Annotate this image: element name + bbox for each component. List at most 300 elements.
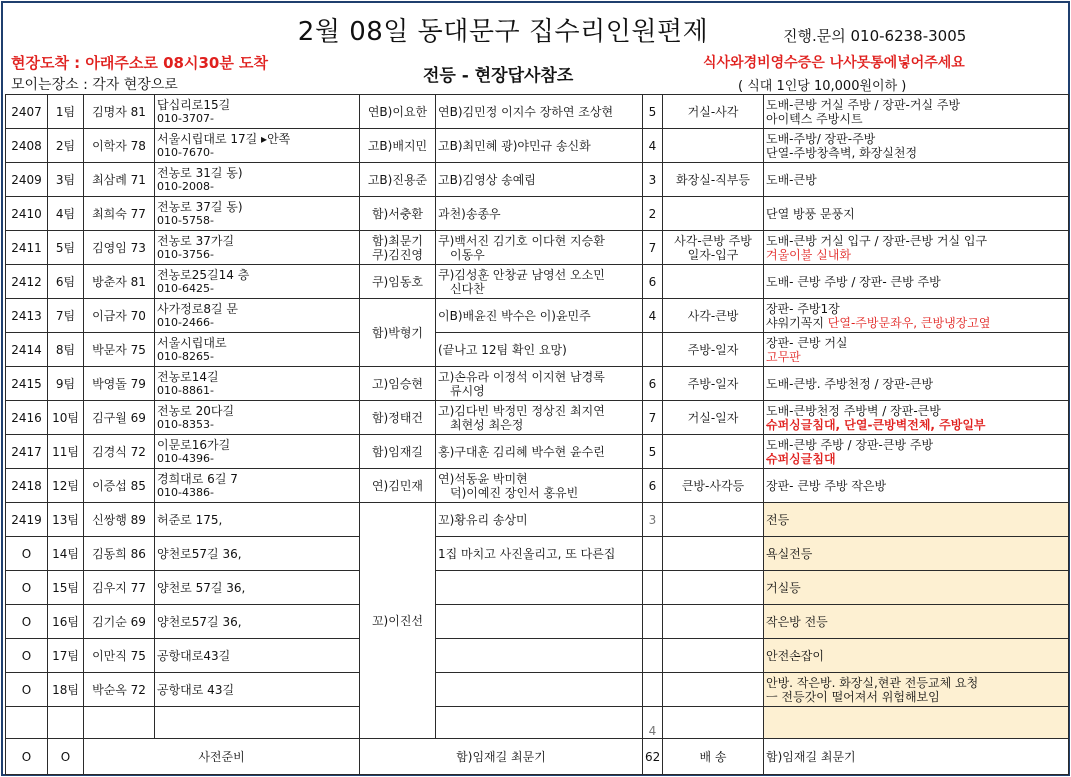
delivery-staff: [764, 739, 1069, 775]
members-cell: [436, 707, 643, 739]
leader-cell: [360, 197, 436, 231]
team-cell: [48, 605, 84, 639]
location-cell: [663, 163, 764, 197]
members-cell-text: 쿠)백서진 김기호 이다현 지승환: [438, 233, 605, 248]
team-cell: [48, 95, 84, 129]
address-cell-text: 전농로25길14 층: [157, 267, 250, 282]
address-cell-text: 서울시립대로 17길 ▸안쪽: [157, 131, 291, 146]
leader-cell: [360, 299, 436, 367]
location-cell-text: 사각-큰방 주방: [674, 233, 752, 248]
members-cell-text: 연)석동윤 박미현: [438, 471, 528, 486]
work-cell-text: 도배-주방/ 장판-주방: [766, 131, 876, 146]
work-cell-text: 작은방 전등: [766, 614, 828, 629]
work-cell-text: 단열-주방문좌우, 큰방냉장고옆: [827, 315, 991, 330]
row-number: [6, 299, 48, 333]
row-number-text: 2413: [11, 308, 42, 323]
count-cell: [643, 571, 663, 605]
members-cell-text: 이동우: [450, 247, 485, 262]
team-cell: [48, 435, 84, 469]
count-cell: [643, 401, 663, 435]
count-cell: [643, 605, 663, 639]
table-row: [6, 673, 1069, 707]
prep-label: [84, 739, 360, 775]
count-cell-text: 4: [648, 724, 657, 738]
work-cell-text: 단열-주방창측벽, 화장실천정: [766, 145, 918, 160]
work-cell-text: 겨울이불 실내화: [766, 247, 851, 262]
leader-cell-text: 고B)진용준: [367, 172, 428, 187]
leader-cell-text: 쿠)김진영: [371, 247, 424, 262]
location-cell: [663, 571, 764, 605]
address-cell-text: 010-4386-: [157, 485, 214, 499]
row-number-text: 2416: [11, 410, 42, 425]
members-cell: [436, 333, 643, 367]
team-cell-text: 1팀: [55, 104, 76, 119]
work-cell-text: 안전손잡이: [766, 648, 824, 663]
team-cell-text: 6팀: [55, 274, 76, 289]
address-cell: [155, 401, 360, 435]
resident-cell: [84, 537, 155, 571]
count-cell: [643, 537, 663, 571]
work-cell: [764, 605, 1069, 639]
count-cell: [643, 231, 663, 265]
sheet-frame: [1, 1, 1070, 776]
leader-cell-text: 고)임승현: [371, 376, 424, 391]
meal-note: ( 식대 1인당 10,000원이하 ): [738, 79, 907, 94]
members-cell: [436, 299, 643, 333]
empty-cell: [6, 707, 48, 739]
location-cell-text: 거실-일자: [687, 410, 739, 425]
location-cell-text: 큰방-사각등: [681, 478, 745, 493]
address-cell: [155, 197, 360, 231]
members-cell-text: 홍)구대훈 김리혜 박수현 윤수린: [438, 444, 605, 459]
table-row: [6, 503, 1069, 537]
count-cell-text: 6: [648, 376, 657, 391]
row-number: [6, 197, 48, 231]
team-cell: [48, 673, 84, 707]
members-cell-text: 연B)김민정 이지수 장하연 조상현: [438, 104, 614, 119]
leader-cell-text: 연)김민재: [371, 478, 424, 493]
table-row: [6, 265, 1069, 299]
empty-cell: [155, 707, 360, 739]
row-number: [6, 401, 48, 435]
team-cell: [48, 163, 84, 197]
resident-cell: [84, 503, 155, 537]
table-row: [6, 639, 1069, 673]
table-row: [6, 537, 1069, 571]
location-cell: [663, 129, 764, 163]
leader-cell: [360, 265, 436, 299]
location-cell: [663, 503, 764, 537]
resident-cell: [84, 163, 155, 197]
count-cell-text: 5: [648, 444, 657, 459]
resident-cell-text: 박영돌 79: [92, 376, 146, 391]
resident-cell: [84, 673, 155, 707]
members-cell: [436, 401, 643, 435]
members-cell: [436, 469, 643, 503]
members-cell: [436, 367, 643, 401]
count-cell-text: 7: [648, 410, 657, 425]
table-row: [6, 299, 1069, 333]
members-cell: [436, 265, 643, 299]
row-number-text: 2411: [11, 240, 42, 255]
members-cell-text: 과천)송종우: [438, 206, 501, 221]
work-cell-text: 안방. 작은방. 화장실,현관 전등교체 요청: [766, 675, 979, 690]
row-number-text: 2412: [11, 274, 42, 289]
work-cell: [764, 299, 1069, 333]
work-cell-text: ㅡ 전등갓이 떨어져서 위험해보임: [766, 689, 940, 704]
members-cell: [436, 673, 643, 707]
address-cell-text: 010-7670-: [157, 145, 214, 159]
team-cell-text: 16팀: [52, 614, 79, 629]
row-number: [6, 265, 48, 299]
work-cell: [764, 401, 1069, 435]
address-cell: [155, 333, 360, 367]
row-number-text: O: [21, 682, 32, 697]
row-number-text: O: [21, 648, 32, 663]
row-number: [6, 367, 48, 401]
row-number: [6, 571, 48, 605]
location-cell: [663, 95, 764, 129]
members-cell-text: 1집 마치고 사진올리고, 또 다른집: [438, 546, 616, 561]
footer-mark: [6, 739, 48, 775]
leader-cell: [360, 503, 436, 739]
row-number-text: 2414: [11, 342, 42, 357]
count-cell: [643, 163, 663, 197]
leader-cell: [360, 367, 436, 401]
work-cell: [764, 435, 1069, 469]
count-cell: [643, 95, 663, 129]
leader-cell: [360, 231, 436, 265]
work-cell: [764, 673, 1069, 707]
resident-cell: [84, 367, 155, 401]
work-cell: [764, 469, 1069, 503]
members-cell-text: (끝나고 12팀 확인 요망): [438, 342, 567, 357]
members-cell-text: 고)손유라 이정석 이지현 남경록: [438, 369, 605, 384]
row-number-text: 2410: [11, 206, 42, 221]
resident-cell: [84, 231, 155, 265]
members-cell-text: 쿠)김성훈 안창균 남영선 오소민: [438, 267, 605, 282]
count-cell-text: 4: [648, 308, 657, 323]
location-cell-text: 거실-사각: [687, 104, 739, 119]
table-row: [6, 571, 1069, 605]
address-cell-text: 이문로16가길: [157, 437, 231, 452]
address-cell: [155, 605, 360, 639]
team-cell: [48, 197, 84, 231]
table-row: [6, 95, 1069, 129]
address-cell-text: 전농로 31길 동): [157, 165, 243, 180]
location-cell: [663, 639, 764, 673]
address-cell-text: 공항대로 43길: [157, 682, 235, 697]
address-cell-text: 010-2008-: [157, 179, 214, 193]
row-number: [6, 95, 48, 129]
address-cell-text: 010-5758-: [157, 213, 214, 227]
work-cell-text: 도배-큰방 주방 / 장판-큰방 주방: [766, 437, 934, 452]
resident-cell-text: 김기순 69: [92, 614, 146, 629]
resident-cell: [84, 95, 155, 129]
work-cell: [764, 231, 1069, 265]
location-cell: [663, 367, 764, 401]
leader-cell-text: 함)정태건: [371, 410, 424, 425]
delivery-label-text: 배 송: [699, 749, 727, 764]
work-cell-text: 고무판: [766, 349, 801, 364]
location-cell: [663, 605, 764, 639]
address-cell-text: 010-2466-: [157, 315, 214, 329]
resident-cell: [84, 469, 155, 503]
count-cell: [643, 503, 663, 537]
delivery-label: [663, 739, 764, 775]
row-number-text: O: [21, 580, 32, 595]
team-cell-text: 18팀: [52, 682, 79, 697]
count-cell: [643, 299, 663, 333]
team-cell-text: 10팀: [52, 410, 79, 425]
row-number: [6, 129, 48, 163]
resident-cell-text: 이금자 70: [92, 308, 146, 323]
subtitle: 전등 - 현장답사참조: [423, 66, 574, 86]
work-cell-text: 도배-큰방천정 주방벽 / 장판-큰방: [766, 403, 941, 418]
count-cell: [643, 639, 663, 673]
location-cell-text: 주방-일자: [687, 376, 739, 391]
row-number-text: 2407: [11, 104, 42, 119]
members-cell: [436, 571, 643, 605]
team-cell: [48, 503, 84, 537]
count-cell: [643, 333, 663, 367]
prep-label-text: 사전준비: [198, 749, 245, 764]
empty-cell: [84, 707, 155, 739]
row-number-text: O: [21, 546, 32, 561]
resident-cell-text: 김명자 81: [92, 104, 146, 119]
team-cell-text: 2팀: [55, 138, 76, 153]
location-cell-text: 화장실-직부등: [676, 172, 750, 187]
leader-cell-text: 연B)이요한: [367, 104, 428, 119]
work-cell-text: 샤워기꼭지: [766, 315, 828, 330]
row-number-text: O: [21, 614, 32, 629]
location-cell-text: 사각-큰방: [687, 308, 739, 323]
leader-cell-text: 쿠)임동호: [371, 274, 424, 289]
count-cell-text: 6: [648, 478, 657, 493]
team-cell: [48, 401, 84, 435]
leader-cell: [360, 129, 436, 163]
work-cell-line: [766, 316, 1066, 330]
members-cell-text: 이B)배윤진 박수은 이)윤민주: [438, 308, 591, 323]
row-number: [6, 673, 48, 707]
footer-mark-text: O: [60, 749, 71, 764]
members-cell: [436, 163, 643, 197]
team-cell-text: 12팀: [52, 478, 79, 493]
count-cell-text: 7: [648, 240, 657, 255]
work-cell-text: 장판- 주방1장: [766, 301, 840, 316]
row-number: [6, 333, 48, 367]
location-cell: [663, 265, 764, 299]
work-cell-text: 슈퍼싱글침대: [766, 451, 836, 466]
work-cell: [764, 265, 1069, 299]
address-cell: [155, 673, 360, 707]
team-cell-text: 8팀: [55, 342, 76, 357]
resident-cell-text: 최희숙 77: [92, 206, 146, 221]
prep-staff-text: 함)임재길 최문기: [456, 749, 546, 764]
table-row: [6, 401, 1069, 435]
address-cell: [155, 231, 360, 265]
members-cell: [436, 537, 643, 571]
row-number: [6, 605, 48, 639]
table-row: [6, 469, 1069, 503]
resident-cell: [84, 333, 155, 367]
location-cell: [663, 401, 764, 435]
work-cell: [764, 571, 1069, 605]
resident-cell-text: 김우지 77: [92, 580, 146, 595]
work-cell: [764, 707, 1069, 739]
total-count-text: 62: [645, 749, 661, 764]
resident-cell: [84, 401, 155, 435]
members-cell-text: 신다찬: [450, 281, 485, 296]
team-cell-text: 13팀: [52, 512, 79, 527]
resident-cell-text: 박문자 75: [92, 342, 146, 357]
row-number: [6, 537, 48, 571]
address-cell-text: 허준로 175,: [157, 512, 223, 527]
work-cell-text: 도배-큰방 거실 주방 / 장판-거실 주방: [766, 97, 961, 112]
table-row: [6, 605, 1069, 639]
members-cell: [436, 95, 643, 129]
resident-cell: [84, 571, 155, 605]
work-cell: [764, 639, 1069, 673]
arrival-notice: 현장도착 : 아래주소로 08시30분 도착: [11, 54, 269, 72]
team-cell: [48, 333, 84, 367]
address-cell: [155, 435, 360, 469]
team-cell: [48, 367, 84, 401]
count-cell-text: 2: [648, 206, 657, 221]
address-cell: [155, 503, 360, 537]
resident-cell: [84, 197, 155, 231]
location-cell: [663, 673, 764, 707]
resident-cell: [84, 639, 155, 673]
leader-cell-text: 함)서충환: [371, 206, 424, 221]
row-number: [6, 231, 48, 265]
resident-cell-text: 김구월 69: [92, 410, 146, 425]
row-number: [6, 639, 48, 673]
sheet-header: [3, 3, 1068, 95]
leader-cell-text: 함)박형기: [371, 325, 424, 340]
team-cell: [48, 571, 84, 605]
leader-cell: [360, 469, 436, 503]
address-cell: [155, 265, 360, 299]
address-cell-text: 010-8265-: [157, 349, 214, 363]
address-cell-text: 서울시립대로: [157, 335, 227, 350]
work-cell: [764, 129, 1069, 163]
contact-info: 진행.문의 010-6238-3005: [783, 27, 967, 45]
address-cell-text: 양천로57길 36,: [157, 546, 242, 561]
table-row: [6, 129, 1069, 163]
resident-cell-text: 이증섭 85: [92, 478, 146, 493]
count-cell: [643, 469, 663, 503]
address-cell: [155, 129, 360, 163]
members-cell: [436, 435, 643, 469]
resident-cell: [84, 435, 155, 469]
address-cell-text: 공항대로43길: [157, 648, 231, 663]
team-cell-text: 15팀: [52, 580, 79, 595]
work-cell-text: 욕실전등: [766, 546, 813, 561]
resident-cell-text: 방춘자 81: [92, 274, 146, 289]
members-cell-text: 고B)최민혜 광)야민규 송신화: [438, 138, 591, 153]
leader-cell: [360, 95, 436, 129]
work-cell-text: 장판- 큰방 주방 작은방: [766, 478, 887, 493]
work-cell-text: 도배-큰방 거실 입구 / 장판-큰방 거실 입구: [766, 233, 988, 248]
team-cell: [48, 299, 84, 333]
count-cell-text: 4: [648, 138, 657, 153]
address-cell: [155, 95, 360, 129]
count-cell-text: 5: [648, 104, 657, 119]
location-cell: [663, 435, 764, 469]
members-cell: [436, 231, 643, 265]
location-cell-text: 일자-입구: [687, 247, 739, 262]
members-cell: [436, 503, 643, 537]
location-cell: [663, 469, 764, 503]
address-cell-text: 010-4396-: [157, 451, 214, 465]
address-cell-text: 010-8861-: [157, 383, 214, 397]
address-cell: [155, 537, 360, 571]
row-number-text: 2419: [11, 512, 42, 527]
location-cell: [663, 333, 764, 367]
team-cell-text: 3팀: [55, 172, 76, 187]
location-cell: [663, 537, 764, 571]
delivery-staff-text: 함)임재길 최문기: [766, 749, 856, 764]
address-cell-text: 전농로14길: [157, 369, 219, 384]
address-cell: [155, 367, 360, 401]
work-cell: [764, 333, 1069, 367]
footer-row: [6, 739, 1069, 775]
team-cell-text: 17팀: [52, 648, 79, 663]
count-cell: [643, 265, 663, 299]
work-cell: [764, 367, 1069, 401]
count-cell-text: 3: [648, 512, 657, 527]
work-cell-text: 단열 방풍 문풍지: [766, 206, 855, 221]
team-cell-text: 9팀: [55, 376, 76, 391]
work-cell-text: 도배- 큰방 주방 / 장판- 큰방 주방: [766, 274, 941, 289]
leader-cell-text: 함)최문기: [371, 233, 424, 248]
members-cell: [436, 197, 643, 231]
resident-cell-text: 김영임 73: [92, 240, 146, 255]
work-cell: [764, 197, 1069, 231]
team-cell-text: 4팀: [55, 206, 76, 221]
members-cell-text: 고)김다빈 박정민 정상진 최지연: [438, 403, 605, 418]
address-cell-text: 전농로 20다길: [157, 403, 235, 418]
address-cell-text: 답십리로15길: [157, 97, 231, 112]
members-cell: [436, 639, 643, 673]
footer-mark: [48, 739, 84, 775]
team-cell-text: 14팀: [52, 546, 79, 561]
address-cell: [155, 639, 360, 673]
row-number: [6, 435, 48, 469]
row-number-text: 2418: [11, 478, 42, 493]
location-cell: [663, 231, 764, 265]
count-cell: [643, 129, 663, 163]
empty-cell: [48, 707, 84, 739]
location-cell: [663, 707, 764, 739]
resident-cell-text: 박순옥 72: [92, 682, 146, 697]
resident-cell: [84, 129, 155, 163]
table-row: [6, 435, 1069, 469]
work-cell-text: 아이텍스 주방시트: [766, 111, 863, 126]
row-number: [6, 503, 48, 537]
table-row: [6, 231, 1069, 265]
count-cell: [643, 707, 663, 739]
resident-cell-text: 김경식 72: [92, 444, 146, 459]
leader-cell-text: 함)임재길: [371, 444, 424, 459]
table-row: [6, 333, 1069, 367]
team-cell-text: 11팀: [52, 444, 79, 459]
receipt-notice: 식사와경비영수증은 나사못통에넣어주세요: [703, 55, 965, 71]
count-cell-text: 3: [648, 172, 657, 187]
location-cell: [663, 299, 764, 333]
table-row: [6, 197, 1069, 231]
